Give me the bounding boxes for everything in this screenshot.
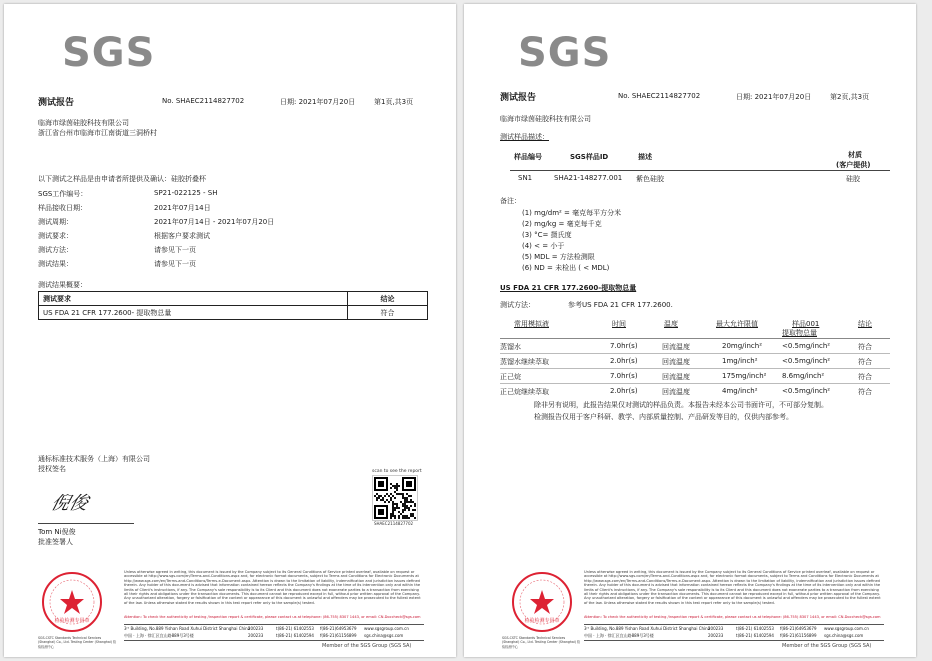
- table-cell: 2.0hr(s): [610, 387, 638, 395]
- note-item: (5) MDL = 方法检测限: [522, 253, 595, 261]
- signer-authorization: 授权签名: [38, 465, 66, 473]
- table-cell: <0.5mg/inch²: [782, 342, 831, 350]
- qr-caption: scan to see the report: [372, 469, 422, 474]
- field-label: 测试结果：: [38, 260, 73, 268]
- email[interactable]: sgs.china@sgs.com: [364, 633, 404, 638]
- method-label: 测试方法：: [500, 301, 535, 309]
- disclaimer-line: 除非另有说明，此报告结果仅对测试的样品负责。本报告未经本公司书面许可，不可部分复制。: [534, 401, 828, 409]
- address-cn: 中国 · 上海 · 徐汇区宜山路889号3号楼: [124, 633, 194, 638]
- sample-header-material: 材质: [848, 151, 862, 159]
- seal-label: 检验检测专用章: [524, 618, 560, 624]
- table-cell: US FDA 21 CFR 177.2600- 提取物总量: [39, 306, 348, 320]
- signer-company: 通标标准技术服务（上海）有限公司: [38, 455, 150, 463]
- postcode: 200233: [248, 626, 264, 631]
- method-value: 参考US FDA 21 CFR 177.2600.: [568, 301, 673, 309]
- section-title: US FDA 21 CFR 177.2600-提取物总量: [500, 284, 637, 292]
- note-item: (4) < = 小于: [522, 242, 565, 250]
- table-cell: <0.5mg/inch²: [782, 357, 831, 365]
- table-cell: 正己烷: [500, 373, 521, 381]
- official-seal-icon: [40, 570, 104, 634]
- notes-heading: 备注：: [500, 197, 521, 205]
- legal-disclaimer: Unless otherwise agreed in writing, this document is issued by the Company subject to its General Conditions of Service printed overleaf, available on request or accessible at http://www.sgs.com/en/Terms-and-Conditions.aspx and, for electronic format documents, subject to Terms and Conditions for Electronic Documents at http://www.sgs.com/en/Terms-and-Conditions/Terms-e-Document.aspx. Attention is drawn to the limitation of liability, indemnification and jurisdiction issues defined therein. Any holder of this document is advised that information contained hereon reflects the Company's findings at the time of its intervention only and within the limits of Client's instructions, if any. The Company's sole responsibility is to its Client and this document does not exonerate parties to a transaction from exercising all their rights and obligations under the transaction documents. This document cannot be reproduced except in full, without prior written approval of the Company. Any unauthorized alteration, forgery or falsification of the content or appearance of this document is unlawful and offenders may be prosecuted to the fullest extent of the law. Unless otherwise stated the results shown in this test report refer only to the sample(s) tested.: [584, 570, 881, 605]
- sgs-member-note: Member of the SGS Group (SGS SA): [322, 643, 412, 649]
- postcode: 200233: [248, 633, 264, 638]
- sample-material: 硅胶: [846, 175, 860, 183]
- table-cell: 20mg/inch²: [722, 342, 763, 350]
- table-cell: <0.5mg/inch²: [782, 387, 831, 395]
- fax: f(86-21)64953679: [780, 626, 817, 631]
- table-cell: 正己烷继续萃取: [500, 388, 549, 396]
- table-cell: 符合: [348, 306, 428, 320]
- field-value: 请参见下一页: [154, 260, 196, 268]
- report-title: 测试报告: [500, 93, 537, 103]
- qr-pattern: [373, 476, 417, 520]
- table-cell: 175mg/inch²: [722, 372, 767, 380]
- footer-divider: [584, 624, 884, 625]
- table-cell: 回流温度: [662, 373, 690, 381]
- table-divider: [500, 353, 890, 354]
- results-header: 温度: [664, 320, 678, 328]
- table-cell: 7.0hr(s): [610, 342, 638, 350]
- field-label: 测试要求：: [38, 232, 73, 240]
- field-value: 根据客户要求测试: [154, 232, 210, 240]
- sample-intro: 以下测试之样品是由申请者所提供及确认：硅胶折叠杯: [38, 175, 206, 183]
- telephone: t(86-21) 61402553: [276, 626, 314, 631]
- field-label: 测试方法：: [38, 246, 73, 254]
- report-number: No. SHAEC2114827702: [618, 92, 701, 100]
- official-seal-icon: [510, 570, 574, 634]
- results-header: 结论: [858, 320, 872, 328]
- table-cell: 符合: [858, 343, 872, 351]
- results-header: 最大允许限值: [716, 320, 758, 328]
- results-header: 时间: [612, 320, 626, 328]
- seal-label: 检验检测专用章: [54, 618, 90, 624]
- seal-caption: SGS-CSTC Standards Technical Services (Shanghai) Co., Ltd. Testing Center (Shanghai) 检验检测中心: [38, 636, 117, 649]
- note-item: (2) mg/kg = 毫克每千克: [522, 220, 602, 228]
- page-number: 第2页,共3页: [830, 93, 870, 101]
- table-cell: 1mg/inch²: [722, 357, 758, 365]
- fax: f(86-21)61156899: [320, 633, 357, 638]
- company-name: 临海市绿茵硅胶科技有限公司: [38, 119, 129, 127]
- field-label: 测试周期：: [38, 218, 73, 226]
- authenticity-notice: Attention: To check the authenticity of testing /inspection report & certificate, please contact us at telephone: (86-755) 8307 1443, or email: CN.Doccheck@sgs.com: [584, 615, 881, 619]
- note-item: (3) °C= 摄氏度: [522, 231, 572, 239]
- footer-divider: [124, 640, 424, 641]
- table-header-cell: 结论: [348, 292, 428, 306]
- sample-sgs-id: SHA21-148277.001: [554, 174, 623, 182]
- results-header: 提取物总量: [782, 329, 817, 337]
- signature-line: [38, 523, 134, 524]
- field-value: 2021年07月14日 - 2021年07月20日: [154, 218, 275, 226]
- website[interactable]: www.sgsgroup.com.cn: [824, 626, 869, 631]
- table-cell: 回流温度: [662, 358, 690, 366]
- postcode: 200233: [708, 633, 724, 638]
- signer-name: Tom Ni倪俊: [38, 528, 76, 536]
- sample-desc-heading: 测试样品描述：: [500, 133, 549, 141]
- website[interactable]: www.sgsgroup.com.cn: [364, 626, 409, 631]
- table-cell: 4mg/inch²: [722, 387, 758, 395]
- table-cell: 符合: [858, 373, 872, 381]
- table-row: [39, 306, 428, 320]
- report-title: 测试报告: [38, 98, 75, 108]
- email[interactable]: sgs.china@sgs.com: [824, 633, 864, 638]
- summary-heading: 测试结果概要：: [38, 281, 87, 289]
- sample-header-client: (客户提供): [836, 161, 871, 169]
- results-header: 常用模拟液: [514, 320, 549, 328]
- qr-code-id: SHAEC2114827702: [374, 521, 414, 526]
- address-en: 3ʳᵈ Building, No.889 Yishan Road Xuhui District Shanghai China: [584, 626, 711, 631]
- qr-code[interactable]: [372, 475, 418, 521]
- handwritten-signature: 倪俊: [48, 493, 91, 514]
- note-item: (6) ND = 未检出 ( < MDL): [522, 264, 610, 272]
- sample-header-sgsid: SGS样品ID: [570, 153, 609, 161]
- sample-header-desc: 描述: [638, 153, 652, 161]
- company-address: 浙江省台州市临海市江南街道三洞桥村: [38, 129, 157, 137]
- table-cell: 回流温度: [662, 388, 690, 396]
- report-date: 日期: 2021年07月20日: [280, 98, 356, 106]
- report-page-2: [464, 4, 916, 657]
- fax: f(86-21)61156899: [780, 633, 817, 638]
- table-divider: [510, 170, 890, 171]
- table-cell: 蒸馏水: [500, 343, 521, 351]
- field-label: 样品接收日期：: [38, 204, 87, 212]
- signer-title: 批准签署人: [38, 538, 73, 546]
- table-cell: 2.0hr(s): [610, 357, 638, 365]
- field-value: 2021年07月14日: [154, 204, 211, 212]
- telephone: t(86-21) 61402553: [736, 626, 774, 631]
- table-divider: [500, 383, 890, 384]
- company-name: 临海市绿茵硅胶科技有限公司: [500, 115, 591, 123]
- sample-header-id: 样品编号: [514, 153, 542, 161]
- postcode: 200233: [708, 626, 724, 631]
- telephone: t(86-21) 61402594: [736, 633, 774, 638]
- footer-divider: [124, 624, 424, 625]
- table-cell: 符合: [858, 358, 872, 366]
- disclaimer-line: 检测报告仅用于客户科研、教学、内部质量控制、产品研发等目的，仅供内部参考。: [534, 413, 793, 421]
- sgs-logo: SGS: [518, 30, 612, 76]
- sample-id: SN1: [518, 174, 533, 182]
- table-cell: 8.6mg/inch²: [782, 372, 825, 380]
- table-header-cell: 测试要求: [39, 292, 348, 306]
- sgs-member-note: Member of the SGS Group (SGS SA): [782, 643, 872, 649]
- table-divider: [500, 338, 890, 339]
- results-header: 样品001: [792, 320, 820, 328]
- table-cell: 回流温度: [662, 343, 690, 351]
- authenticity-notice: Attention: To check the authenticity of testing /inspection report & certificate, please contact us at telephone: (86-755) 8307 1443, or email: CN.Doccheck@sgs.com: [124, 615, 421, 619]
- table-header-row: [39, 292, 428, 306]
- report-date: 日期: 2021年07月20日: [736, 93, 812, 101]
- note-item: (1) mg/dm² = 毫克每平方分米: [522, 209, 622, 217]
- field-label: SGS工作编号：: [38, 190, 88, 198]
- legal-disclaimer: Unless otherwise agreed in writing, this document is issued by the Company subject to its General Conditions of Service printed overleaf, available on request or accessible at http://www.sgs.com/en/Terms-and-Conditions.aspx and, for electronic format documents, subject to Terms and Conditions for Electronic Documents at http://www.sgs.com/en/Terms-and-Conditions/Terms-e-Document.aspx. Attention is drawn to the limitation of liability, indemnification and jurisdiction issues defined therein. Any holder of this document is advised that information contained hereon reflects the Company's findings at the time of its intervention only and within the limits of Client's instructions, if any. The Company's sole responsibility is to its Client and this document does not exonerate parties to a transaction from exercising all their rights and obligations under the transaction documents. This document cannot be reproduced except in full, without prior written approval of the Company. Any unauthorized alteration, forgery or falsification of the content or appearance of this document is unlawful and offenders may be prosecuted to the fullest extent of the law. Unless otherwise stated the results shown in this test report refer only to the sample(s) tested.: [124, 570, 421, 605]
- seal-caption: SGS-CSTC Standards Technical Services (Shanghai) Co., Ltd. Testing Center (Shanghai) 检验检测中心: [502, 636, 581, 649]
- address-en: 3ʳᵈ Building, No.889 Yishan Road Xuhui District Shanghai China: [124, 626, 251, 631]
- telephone: t(86-21) 61402594: [276, 633, 314, 638]
- table-cell: 符合: [858, 388, 872, 396]
- field-value: 请参见下一页: [154, 246, 196, 254]
- fax: f(86-21)64953679: [320, 626, 357, 631]
- table-cell: 蒸馏水继续萃取: [500, 358, 549, 366]
- field-value: SP21-022125 - SH: [154, 189, 218, 197]
- table-cell: 7.0hr(s): [610, 372, 638, 380]
- page-number: 第1页,共3页: [374, 98, 414, 106]
- footer-divider: [584, 640, 884, 641]
- report-page-1: [4, 4, 456, 657]
- sample-description: 紫色硅胶: [636, 175, 664, 183]
- report-number: No. SHAEC2114827702: [162, 97, 245, 105]
- sgs-logo: SGS: [62, 30, 156, 76]
- table-divider: [500, 368, 890, 369]
- summary-table: [38, 291, 428, 320]
- address-cn: 中国 · 上海 · 徐汇区宜山路889号3号楼: [584, 633, 654, 638]
